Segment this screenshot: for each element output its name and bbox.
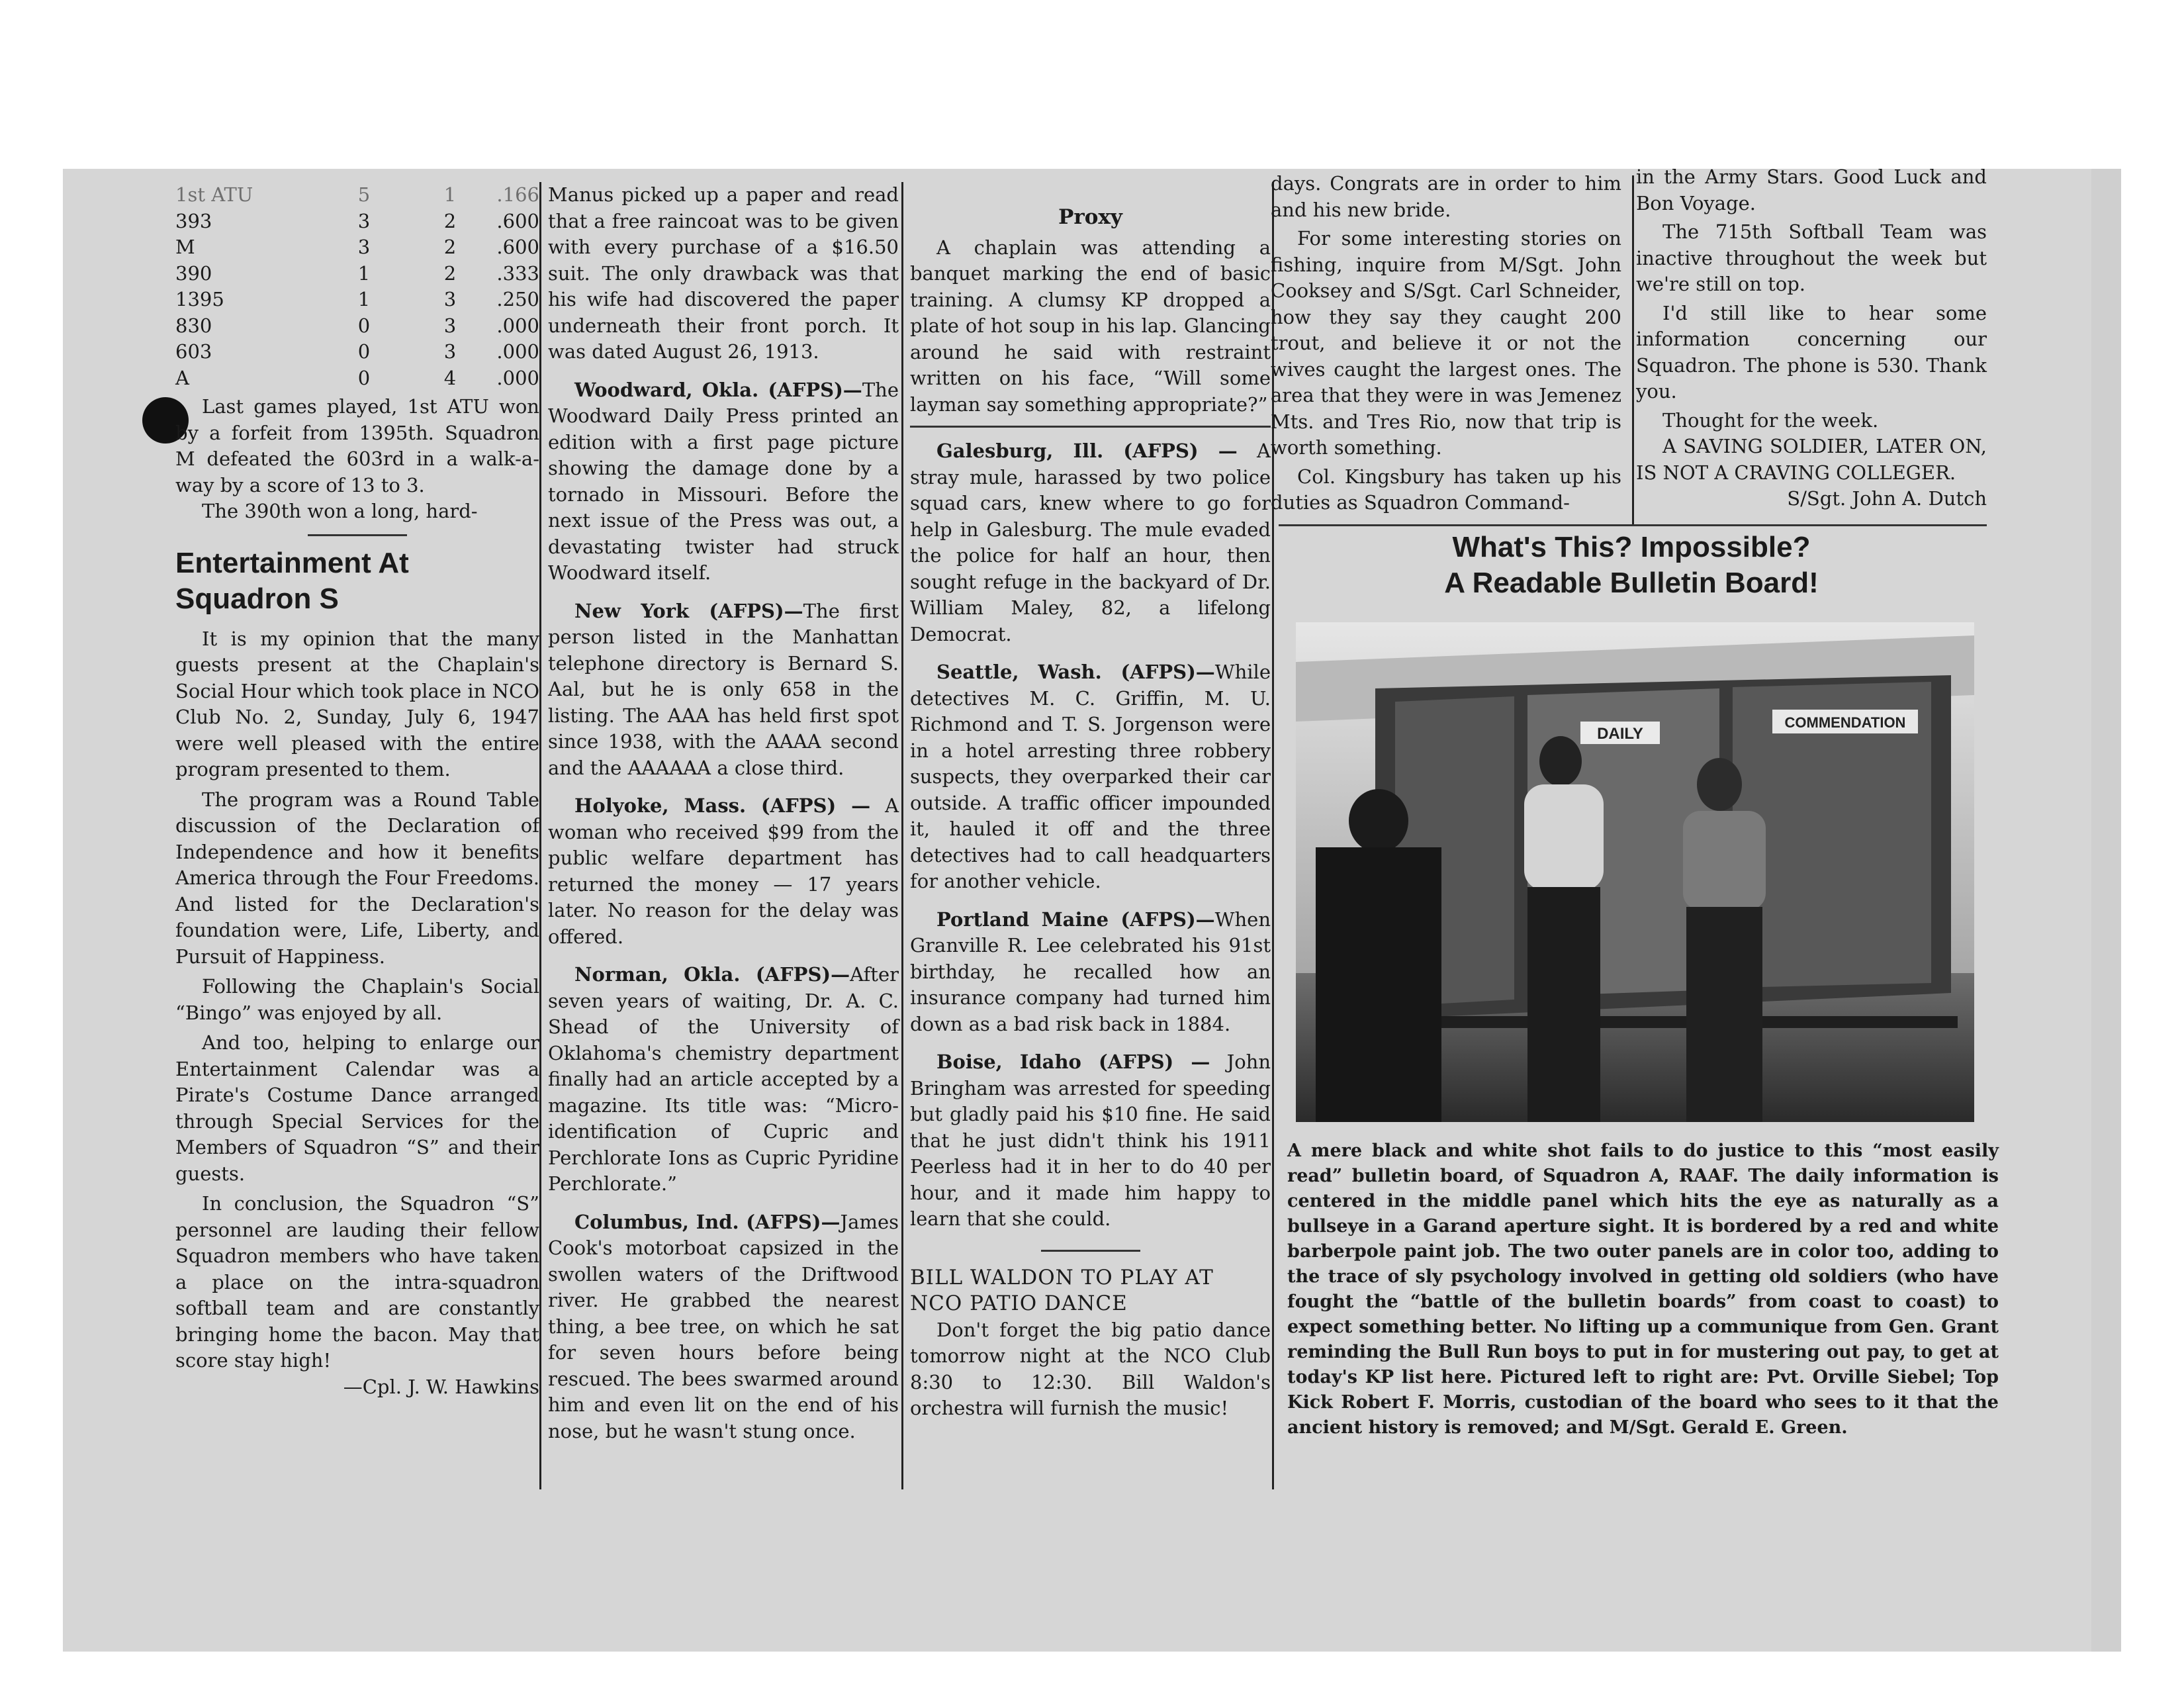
brief-seattle: Seattle, Wash. (AFPS)—While detectives M. C. Griffin, M. U. Richmond and T. S. Jorgenson were in a hotel arresting three robbery suspects, they overparked their car outside. A traffic officer impounded it, hauled it off and the three detectives had to call headquarters for another vehicle. bbox=[910, 661, 1271, 892]
notes-paragraph: A SAVING SOLDIER, LATER ON, IS NOT A CRAVING COLLEGER. bbox=[1636, 435, 1987, 484]
standings-row: M 3 2 .600 bbox=[175, 236, 539, 258]
notes-paragraph: I'd still like to hear some information concerning our Squadron. The phone is 530. Thank you. bbox=[1636, 301, 1987, 402]
standings-row: A 0 4 .000 bbox=[175, 366, 539, 389]
bulletin-board-photo bbox=[1296, 622, 1974, 1122]
softball-standings bbox=[175, 182, 539, 391]
article-paragraph: It is my opinion that the many guests present at the Chaplain's Social Hour which took place in NCO Club No. 2, Sunday, July 6, 1947 were well pleased with the entire program presented to them. bbox=[175, 627, 539, 780]
dance-headline: BILL WALDON TO PLAY AT NCO PATIO DANCE bbox=[910, 1265, 1214, 1315]
column-squadron-news bbox=[1271, 171, 1621, 516]
brief-columbus: Columbus, Ind. (AFPS)—James Cook's motorboat capsized in the swollen waters of the Driftwood river. He grabbed the nearest thing, a bee tree, on which he sat for seven hours before being rescued. The bees swarmed around him and even lit on the end of his nose, but he wasn't stung once. bbox=[548, 1210, 899, 1442]
column-rule bbox=[901, 182, 903, 1489]
column-rule bbox=[1632, 175, 1634, 526]
proxy-title: Proxy bbox=[1058, 205, 1122, 229]
entertainment-headline: Entertainment At Squadron S bbox=[175, 546, 409, 615]
standings-row: 393 3 2 .600 bbox=[175, 209, 539, 232]
notes-paragraph: Thought for the week. bbox=[1662, 408, 1879, 432]
daily-label: DAILY bbox=[1597, 725, 1643, 743]
standings-row: 603 0 3 .000 bbox=[175, 340, 539, 363]
sports-paragraph: Last games played, 1st ATU won by a forfeit from 1395th. Squadron M defeated the 603rd in a walk-a-way by a score of 13 to 3. bbox=[175, 395, 539, 496]
brief-galesburg: Galesburg, Ill. (AFPS) — A stray mule, harassed by two police squad cars, knew where to go for help in Galesburg. The mule evaded the police for half an hour, then sought refuge in the backyard of Dr. William Maley, 82, a lifelong Democrat. bbox=[910, 440, 1271, 645]
brief-fragment: Manus picked up a paper and read that a free raincoat was to be given with every purchase of a $16.50 suit. The only drawback was that his wife had discovered the paper underneath their front porch. It was dated August 26, 1913. bbox=[548, 183, 899, 363]
column-afps-briefs-2 bbox=[910, 202, 1271, 1422]
section-rule bbox=[1279, 524, 1987, 526]
brief-boise: Boise, Idaho (AFPS) — John Bringham was arrested for speeding but gladly paid his $10 fine. He said that he just didn't think his 1911 Peerless had it in her to do 40 per hour, and it made him happy to learn that she could. bbox=[910, 1051, 1271, 1230]
article-paragraph: Following the Chaplain's Social “Bingo” was enjoyed by all. bbox=[175, 975, 539, 1024]
brief-holyoke: Holyoke, Mass. (AFPS) — A woman who received $99 from the public welfare department has returned the money — 17 years later. No reason for the delay was offered. bbox=[548, 794, 899, 948]
brief-new-york: New York (AFPS)—The first person listed in the Manhattan telephone directory is Bernard S. Aal, but he is only 658 in the listing. The AAA has held first spot since 1938, with the AAAA second and the AAAAAA a close third. bbox=[548, 599, 899, 779]
notes-paragraph: The 715th Softball Team was inactive throughout the week but we're still on top. bbox=[1636, 220, 1987, 295]
article-paragraph: And too, helping to enlarge our Entertainment Calendar was a Pirate's Costume Dance arranged through Special Services for the Members of Squadron “S” and their guests. bbox=[175, 1031, 539, 1185]
divider bbox=[1041, 1250, 1140, 1252]
byline: S/Sgt. John A. Dutch bbox=[1787, 487, 1987, 510]
commendation-label: COMMENDATION bbox=[1784, 714, 1906, 731]
photo-caption: A mere black and white shot fails to do justice to this “most easily read” bulletin board, of Squadron A, RAAF. The daily information is centered in the middle panel which hits the eye as naturally as a bullseye in a Garand aperture sight. It is bordered by a red and white barberpole paint job. The two outer panels are in color too, adding to the trace of sly psychology involved in getting old soldiers (who have fought the “battle of the bulletin boards” from coast to coast) to expect something better. No lifting up a communique from Gen. Grant reminding the Bull Run boys to put in for mustering out pay, to get at today's KP list here. Pictured left to right are: Pvt. Orville Siebel; Top Kick Robert F. Morris, custodian of the board who sees to it that the ancient history is removed; and M/Sgt. Gerald E. Green. bbox=[1287, 1141, 1999, 1438]
divider bbox=[910, 426, 1271, 428]
column-afps-briefs-1 bbox=[548, 182, 899, 1444]
article-paragraph: The program was a Round Table discussion of the Declaration of Independence and how it benefits America through the Four Freedoms. And listed for the Declaration's foundation were, Life, Liberty, and Pursuit of Happiness. bbox=[175, 788, 539, 968]
news-paragraph: Col. Kingsbury has taken up his duties as Squadron Command- bbox=[1271, 465, 1621, 514]
standings-row: 1st ATU 5 1 .166 bbox=[175, 183, 539, 206]
byline: —Cpl. J. W. Hawkins bbox=[343, 1375, 539, 1398]
divider bbox=[308, 534, 407, 536]
column-sports-entertainment bbox=[175, 182, 539, 1400]
photo-image bbox=[1296, 622, 1974, 1122]
news-paragraph: days. Congrats are in order to him and his new bride. bbox=[1271, 172, 1621, 221]
article-paragraph: In conclusion, the Squadron “S” personnel are lauding their fellow Squadron members who have taken a place on the intra-squadron softball team and are constantly bringing home the bacon. May that score stay high! bbox=[175, 1192, 539, 1372]
sports-paragraph: The 390th won a long, hard- bbox=[202, 500, 478, 522]
news-paragraph: For some interesting stories on fishing, inquire from M/Sgt. John Cooksey and S/Sgt. Carl Schneider, how they say they caught 200 trout, and believe it or not the wives caught the largest ones. The area that they were in was Jemenez Mts. and Tres Rio, now that trip is worth something. bbox=[1271, 227, 1621, 459]
brief-portland: Portland Maine (AFPS)—When Granville R. Lee celebrated his 91st birthday, he recalled how an insurance company had turned him down as a bad risk back in 1884. bbox=[910, 908, 1271, 1035]
column-rule bbox=[539, 182, 541, 1489]
column-squadron-notes bbox=[1636, 164, 1987, 512]
standings-row: 830 0 3 .000 bbox=[175, 314, 539, 337]
brief-norman: Norman, Okla. (AFPS)—After seven years of waiting, Dr. A. C. Shead of the University of Oklahoma's chemistry department finally had an article accepted by a magazine. Its title was: “Micro-identification of Cupric and Perchlorate Ions as Cupric Pyridine Perchlorate.” bbox=[548, 963, 899, 1195]
notes-paragraph: in the Army Stars. Good Luck and Bon Voyage. bbox=[1636, 165, 1987, 214]
photo-headline: What's This? Impossible? A Readable Bulletin Board! bbox=[1444, 531, 1819, 599]
clipping-edge bbox=[2091, 169, 2121, 1652]
brief-woodward: Woodward, Okla. (AFPS)—The Woodward Daily Press printed an edition with a first page picture showing the damage done by a tornado in Missouri. Before the next issue of the Press was out, a devastating twister had struck Woodward itself. bbox=[548, 378, 899, 584]
proxy-story: A chaplain was attending a banquet marking the end of basic training. A clumsy KP dropped a plate of hot soup in his lap. Glancing around he said with restraint written on his face, “Will some layman say something appropriate?” bbox=[910, 236, 1271, 416]
dance-story: Don't forget the big patio dance tomorrow night at the NCO Club 8:30 to 12:30. Bill Waldon's orchestra will furnish the music! bbox=[910, 1318, 1271, 1419]
standings-row: 390 1 2 .333 bbox=[175, 261, 539, 285]
standings-row: 1395 1 3 .250 bbox=[175, 288, 539, 310]
